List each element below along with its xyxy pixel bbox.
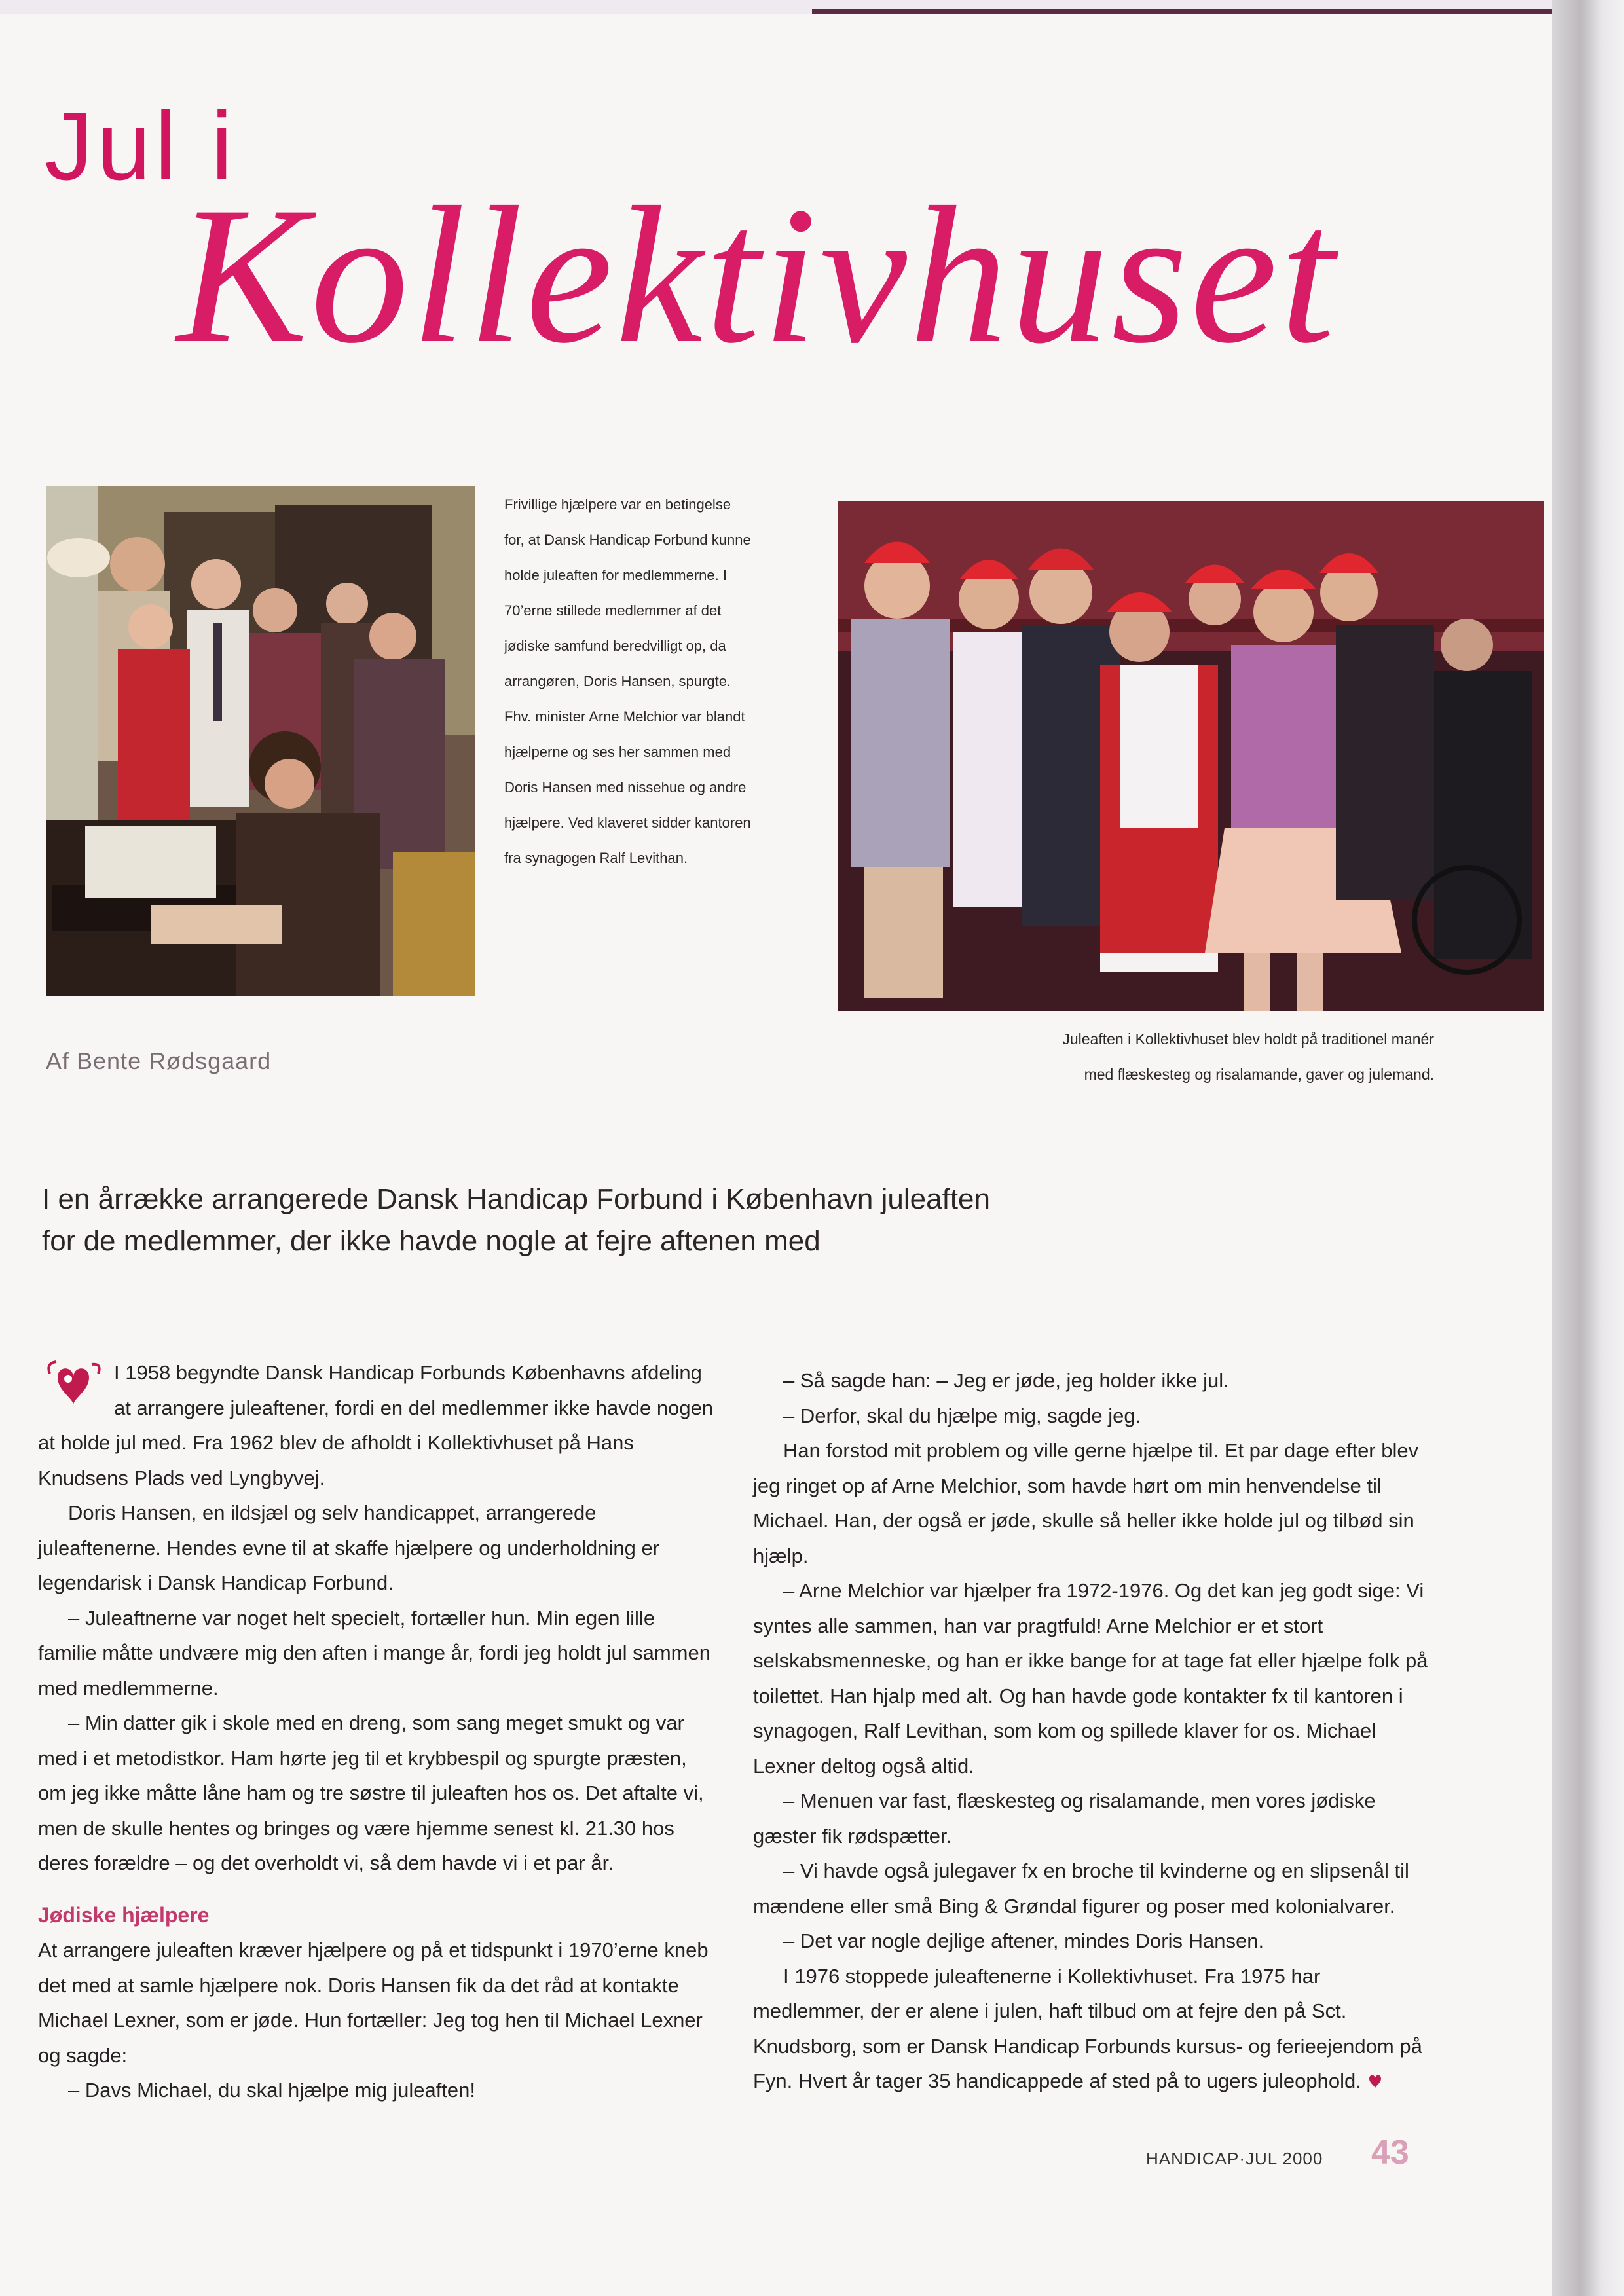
caption-line: Frivillige hjælpere var en betingelse (504, 496, 731, 513)
byline: Af Bente Rødsgaard (46, 1048, 272, 1074)
photo-santa-illustration (838, 501, 1544, 1011)
body-paragraph: – Vi havde også julegaver fx en broche til kvinderne og en slipsenål til mændene eller små Bing & Grøndal figurer og poser med kolonialvarer. (753, 1859, 1409, 1918)
photo-caption-left (504, 487, 812, 876)
footer-publication: HANDICAP·JUL 2000 (1146, 2149, 1323, 2168)
body-paragraph: – Menuen var fast, flæskesteg og risalamande, men vores jødiske gæster fik rødspætter. (753, 1789, 1376, 1848)
lead-line: for de medlemmer, der ikke havde nogle at fejre aftenen med (42, 1225, 821, 1257)
body-paragraph: – Juleaftnerne var noget helt specielt, fortæller hun. Min egen lille familie måtte undvære mig den aften i mange år, fordi jeg holdt jul sammen med medlemmerne. (38, 1606, 710, 1700)
section-subheading: Jødiske hjælpere (38, 1903, 210, 1927)
photo-santa-group (838, 501, 1544, 1011)
caption-line: med flæskesteg og risalamande, gaver og julemand. (1084, 1066, 1434, 1083)
caption-line: Doris Hansen med nissehue og andre (504, 779, 747, 795)
body-paragraph: – Så sagde han: – Jeg er jøde, jeg holder ikke jul. (783, 1369, 1229, 1392)
caption-line: hjælpere. Ved klaveret sidder kantoren (504, 814, 751, 831)
photo-piano-illustration (46, 486, 475, 996)
body-column-right (753, 1363, 1431, 2099)
caption-line: for, at Dansk Handicap Forbund kunne (504, 532, 751, 548)
body-paragraph: – Davs Michael, du skal hjælpe mig juleaften! (68, 2079, 476, 2102)
lead-paragraph (42, 1178, 1090, 1262)
caption-line: 70’erne stillede medlemmer af det (504, 602, 722, 619)
body-paragraph: I 1958 begyndte Dansk Handicap Forbunds Københavns afdeling at arrangere juleaftener, fordi en del medlemmer ikke havde nogen at holde jul med. Fra 1962 blev de afholdt i Kollektivhuset på Hans Knudsens Plads ved Lyngbyvej. (38, 1361, 714, 1489)
title-main: Kollektivhuset (177, 166, 1338, 384)
body-paragraph: – Min datter gik i skole med en dreng, som sang meget smukt og var med i et metodistkor. Ham hørte jeg til et krybbespil og spurgte præsten, om jeg ikke måtte låne ham og tre søstre til juleaften hos os. Det aftalte vi, men de skulle hentes og bringes og være hjemme senest kl. 21.30 hos deres forældre – og det overholdt vi, så dem havde vi i et par år. (38, 1711, 704, 1874)
body-paragraph: Han forstod mit problem og ville gerne hjælpe til. Et par dage efter blev jeg ringet op af Arne Melchior, som havde hørt om min henvendelse til Michael. Han, der også er jøde, skulle så heller ikke holde jul og tilbød sin hjælp. (753, 1439, 1419, 1567)
lead-line: I en årrække arrangerede Dansk Handicap Forbund i København juleaften (42, 1183, 990, 1215)
caption-line: hjælperne og ses her sammen med (504, 744, 731, 760)
photo-caption-right (851, 1021, 1434, 1092)
body-paragraph: – Arne Melchior var hjælper fra 1972-1976. Og det kan jeg godt sige: Vi syntes alle sammen, han var pragtfuld! Arne Melchior er et stort selskabsmenneske, og han er ikke bange for at tage fat eller hjælpe folk på toilettet. Han hjalp med alt. Og han havde gode kontakter fx til kantoren i synagogen, Ralf Levithan, som kom og spillede klaver for os. Michael Lexner deltog også altid. (753, 1579, 1428, 1777)
caption-line: Juleaften i Kollektivhuset blev holdt på traditionel manér (1062, 1030, 1434, 1048)
caption-line: fra synagogen Ralf Levithan. (504, 850, 688, 866)
top-rule (812, 9, 1559, 14)
photo-piano-helpers (46, 486, 475, 996)
body-paragraph: At arrangere juleaften kræver hjælpere og på et tidspunkt i 1970’erne kneb det med at samle hjælpere nok. Doris Hansen fik da det råd at kontakte Michael Lexner, som er jøde. Hun fortæller: Jeg tog hen til Michael Lexner og sagde: (38, 1939, 709, 2067)
page-gutter-shadow (1552, 0, 1624, 2296)
page-number: 43 (1371, 2134, 1409, 2172)
heart-flourish-icon (43, 1358, 105, 1412)
caption-line: holde juleaften for medlemmerne. I (504, 567, 727, 583)
body-column-left (38, 1355, 719, 2108)
body-paragraph: – Det var nogle dejlige aftener, mindes Doris Hansen. (783, 1929, 1264, 1952)
heart-end-icon (1367, 2073, 1384, 2089)
caption-line: arrangøren, Doris Hansen, spurgte. (504, 673, 731, 689)
title-prefix: Jul i (45, 92, 237, 200)
body-paragraph-final (753, 1959, 1431, 2099)
final-paragraph-text: I 1976 stoppede juleaftenerne i Kollektivhuset. Fra 1975 har medlemmer, der er alene i julen, haft tilbud om at fejre den på Sct. Knudsborg, som er Dansk Handicap Forbunds kursus- og ferieejendom på Fyn. Hvert år tager 35 handicappede af sted på to ugers juleophold. (753, 1964, 1422, 2092)
caption-line: jødiske samfund beredvilligt op, da (504, 638, 726, 654)
body-paragraph: Doris Hansen, en ildsjæl og selv handicappet, arrangerede juleaftenerne. Hendes evne til at skaffe hjælpere og underholdning er legendarisk i Dansk Handicap Forbund. (38, 1501, 660, 1594)
body-paragraph: – Derfor, skal du hjælpe mig, sagde jeg. (783, 1404, 1141, 1427)
caption-line: Fhv. minister Arne Melchior var blandt (504, 708, 745, 725)
